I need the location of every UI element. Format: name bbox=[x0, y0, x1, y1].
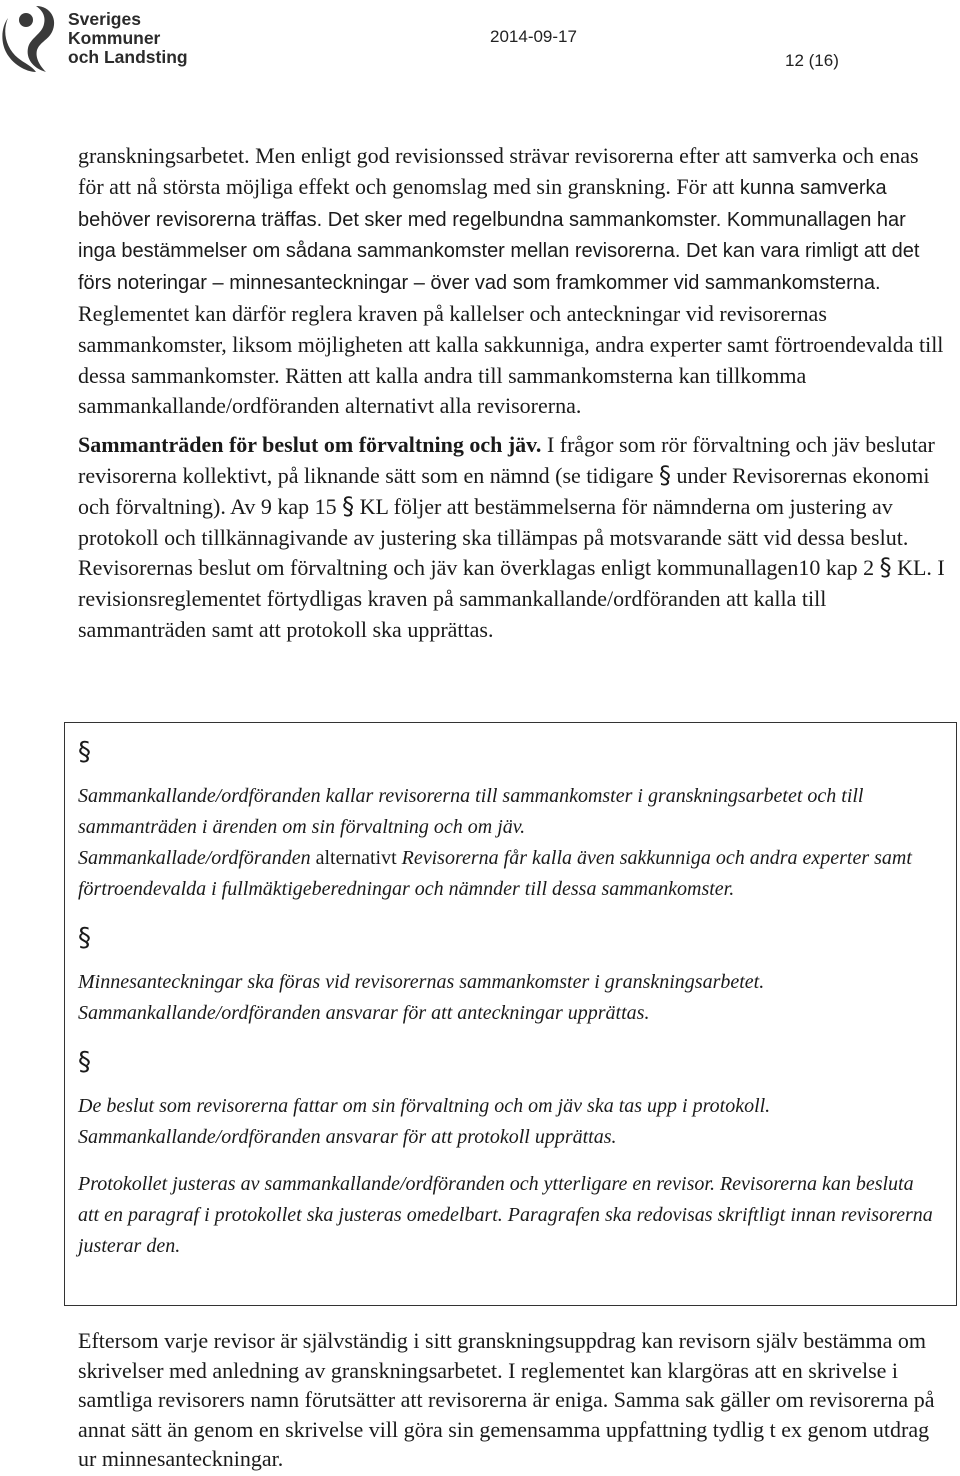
closing-paragraph bbox=[78, 1326, 938, 1474]
logo-line-2: Kommuner bbox=[68, 28, 161, 48]
skl-logo bbox=[2, 2, 202, 74]
logo-line-1: Sveriges bbox=[68, 9, 141, 29]
skl-emblem-icon bbox=[2, 2, 66, 74]
regulation-box bbox=[64, 722, 957, 1306]
logo-line-3: och Landsting bbox=[68, 47, 188, 67]
paragraph-sign-3: § bbox=[78, 1047, 91, 1077]
body-text bbox=[78, 141, 948, 646]
regulation-paragraph-2: Minnesanteckningar ska föras vid revisorernas sammankomster i granskningsarbetet. Sammankallande/ordföranden ansvarar för att anteckningar upprättas. bbox=[78, 971, 765, 1024]
regulation-paragraph-3: De beslut som revisorerna fattar om sin förvaltning och om jäv ska tas upp i protokoll. Sammankallande/ordföranden ansvarar för att protokoll upprättas. bbox=[78, 1095, 771, 1148]
regulation-text-upright: alternativt bbox=[310, 847, 402, 869]
paragraph-text-sans: kunna samverka behöver revisorerna träffas. Det sker med regelbundna sammankomster. Kommunallagen har inga bestämmelser om sådana sammankomster mellan revisorerna. Det kan vara rimligt att det förs noteringar – minnesanteckningar – över vad som framkommer vid sammankomsterna. bbox=[78, 176, 920, 295]
document-date: 2014-09-17 bbox=[490, 27, 577, 46]
closing-text: Eftersom varje revisor är självständig i sitt granskningsuppdrag kan revisorn själv bestämma om skrivelser med anledning av granskningsarbetet. I reglementet kan klargöras att en skrivelse i samtliga revisorers namn förutsätter att revisorerna är eniga. Samma sak gäller om revisorerna på annat sätt än genom en skrivelse vill göra sin gemensamma uppfattning tydlig t ex genom utdrag ur minnesanteckningar. bbox=[78, 1328, 935, 1472]
regulation-paragraph-1 bbox=[78, 781, 938, 905]
regulation-text: Revisorerna får kalla även sakkunniga och andra experter samt förtroendevalda i fullmäktigeberedningar och nämnder till dessa sammankomster. bbox=[78, 847, 912, 900]
paragraph-text: under Revisorernas ekonomi och förvaltning). Av 9 kap 15 bbox=[78, 462, 930, 519]
paragraph-sammankomster bbox=[78, 141, 948, 422]
paragraph-sign-2: § bbox=[78, 923, 91, 953]
section-heading: Sammanträden för beslut om förvaltning och jäv. bbox=[78, 432, 542, 458]
section-sign: § bbox=[659, 460, 672, 489]
paragraph-text: KL. I revisionsreglementet förtydligas kraven på sammankallande/ordföranden att kalla till sammanträden samt att protokoll ska upprättas. bbox=[78, 555, 945, 642]
paragraph-text: I frågor som rör förvaltning och jäv beslutar revisorerna kollektivt, på liknande sätt som en nämnd (se tidigare bbox=[78, 432, 935, 488]
regulation-text: Sammankallande/ordföranden kallar revisorerna till sammankomster i granskningsarbetet och till sammanträden i ärenden om sin förvaltning och om jäv. bbox=[78, 785, 864, 838]
paragraph-forvaltning-jav bbox=[78, 430, 948, 646]
page-number: 12 (16) bbox=[785, 51, 839, 70]
paragraph-text: KL följer att bestämmelserna för nämnderna om justering av protokoll och tillkännagivande av justering ska tillämpas på motsvarande sätt vid dessa beslut. Revisorernas beslut om förvaltning och jäv kan överklagas enligt kommunallagen10 kap 2 bbox=[78, 493, 909, 581]
paragraph-text: granskningsarbetet. Men enligt god revisionssed strävar revisorerna efter att samverka och enas för att nå största möjliga effekt och genomslag med sin granskning. För att bbox=[78, 143, 919, 199]
regulation-text: Sammankallade/ordföranden bbox=[78, 847, 311, 869]
section-sign: § bbox=[879, 553, 892, 582]
regulation-paragraph-4: Protokollet justeras av sammankallande/ordföranden och ytterligare en revisor. Revisorerna kan besluta att en paragraf i protokollet ska justeras omedelbart. Paragrafen ska redovisas skriftligt innan revisorerna justerar den. bbox=[78, 1173, 933, 1257]
paragraph-text: Reglementet kan därför reglera kraven på kallelser och anteckningar vid revisorernas sammankomster, liksom möjligheten att kalla sakkunniga, andra experter samt förtroendevalda till dessa sammankomster. Rätten att kalla andra till sammankomsterna kan tillkomma sammankallande/ordföranden alternativt alla revisorerna. bbox=[78, 300, 944, 419]
section-sign: § bbox=[342, 491, 355, 520]
paragraph-sign-1: § bbox=[78, 737, 91, 767]
